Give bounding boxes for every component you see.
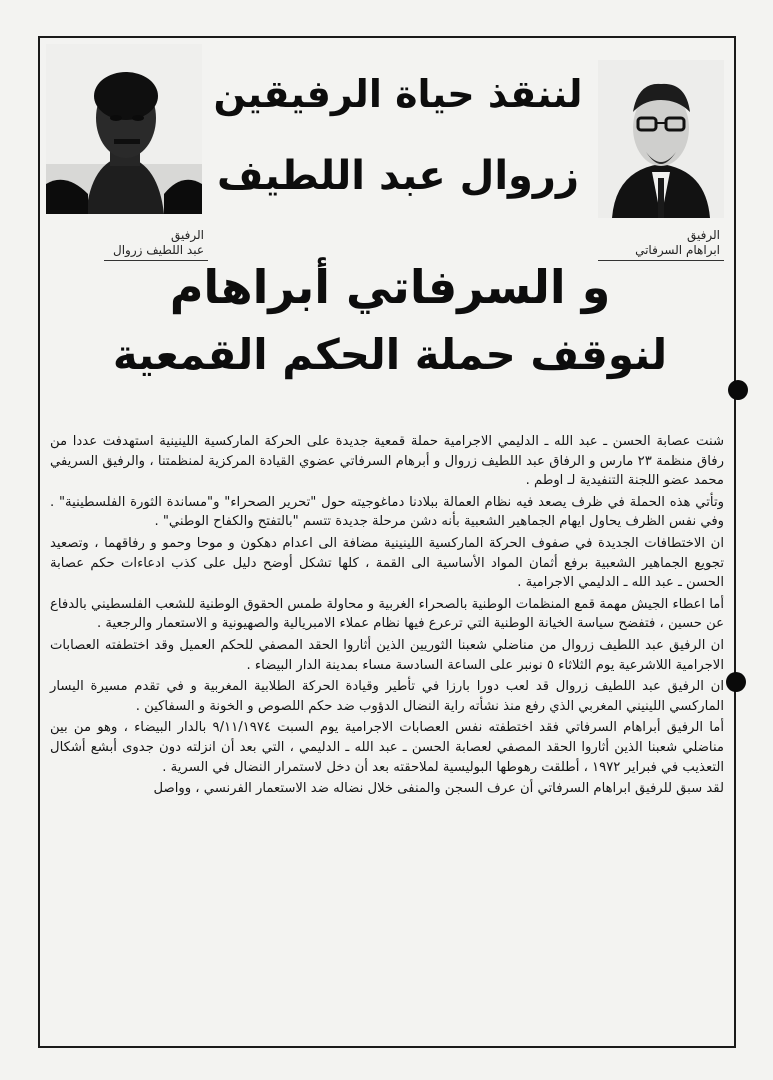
headline-line-3: و السرفاتي أبراهام	[169, 260, 611, 314]
caption-left	[104, 226, 208, 261]
headline-line-4: لنوقف حملة الحكم القمعية	[112, 330, 668, 379]
caption-right	[598, 226, 724, 261]
caption-right-line2: ابراهام السرفاتي	[635, 243, 720, 257]
article-body	[50, 432, 724, 801]
paragraph-8: لقد سبق للرفيق ابراهام السرفاتي أن عرف السجن والمنفى خلال نضاله ضد الاستعمار الفرنسي ، وواصل	[153, 781, 724, 797]
paragraph-5: ان الرفيق عبد اللطيف زروال من مناضلي شعبنا الثوريين الذين أثاروا الحقد المصفي للحكم العميل وقد اختطفته العصابات الاجرامية اللاشرعية يوم الثلاثاء ٥ نونبر على الساعة السادسة مساء بمدينة الدار البيضاء .	[50, 637, 724, 673]
photo-abraham-serfaty	[598, 60, 724, 218]
paragraph-1: شنت عصابة الحسن ـ عبد الله ـ الدليمي الاجرامية حملة قمعية جديدة على الحركة الماركسية اللينينية استهدفت عددا من رفاق منظمة ٢٣ مارس و الرفاق عبد اللطيف زروال و أبرهام السرفاتي عضوي القيادة المركزية لمنظمتنا ، والرفيق السريفي محمد عضو اللجنة التنفيدية لـ اوطم .	[50, 434, 724, 489]
caption-right-line1: الرفيق	[687, 228, 720, 242]
headline-line-1: لننقذ حياة الرفيقين	[213, 72, 583, 116]
paragraph-7: أما الرفيق أبراهام السرفاتي فقد اختطفته نفس العصابات الاجرامية يوم السبت ٩/١١/١٩٧٤ بالدار البيضاء ، وهو من بين مناضلي شعبنا الذين أثاروا الحقد المصفي لعصابة الحسن ـ عبد الله ـ الدليمي ، التي بعد أن انزلته دون جدوى أبشع أشكال التعذيب في فبراير ١٩٧٢ ، أطلقت رهوطها البوليسية لملاحقته بعد أن دخل لاستمرار النضال في السرية .	[50, 720, 724, 775]
punch-hole-lower	[726, 672, 746, 692]
paragraph-3: ان الاختطافات الجديدة في صفوف الحركة الماركسية اللينينية مضافة الى اعدام دهكون و موحا وحمو و رفاقهما ، وتصعيد تجويع الجماهير الشعبية برفع أثمان المواد الأساسية الى القمة ، كلها تشكل أوضح دليل على كذب ادعاءات حكم عصابة الحسن ـ عبد الله ـ الدليمي الاجرامية .	[50, 535, 724, 591]
paragraph-6: ان الرفيق عبد اللطيف زروال قد لعب دورا بارزا في تأطير وقيادة الحركة الطلابية المغربية و في تقدم مسيرة اليسار الماركسي اللينيني المغربي الذي رفع منذ نشأته راية النضال الدؤوب ضد حكم اللصوص و الخونة و السفاكين .	[50, 679, 724, 714]
caption-left-line2: عبد اللطيف زروال	[113, 243, 204, 257]
caption-left-line1: الرفيق	[171, 228, 204, 242]
paragraph-2: وتأتي هذه الحملة في ظرف يصعد فيه نظام العمالة ببلادنا دماغوجيته حول "تحرير الصحراء" و"مساندة الثورة الفلسطينية" . وفي نفس الظرف يحاول ايهام الجماهير الشعبية بأنه دشن مرحلة جديدة تتسم "بالتفتح والكفاح الوطني" .	[50, 494, 724, 530]
photo-abdellatif-zerouel	[46, 44, 202, 214]
punch-hole-upper	[728, 380, 748, 400]
headline-line-2: زروال عبد اللطيف	[217, 153, 579, 199]
paragraph-4: أما اعطاء الجيش مهمة قمع المنظمات الوطنية بالصحراء الغربية و محاولة طمس الحقوق الوطنية للشعب الفلسطيني بالدفاع عن حسين ، فتفضح سياسة الخيانة الوطنية التي ترعرع فيها نظام عملاء الامبريالية والصهيونية و الاستعمار والرجعية .	[50, 596, 724, 632]
